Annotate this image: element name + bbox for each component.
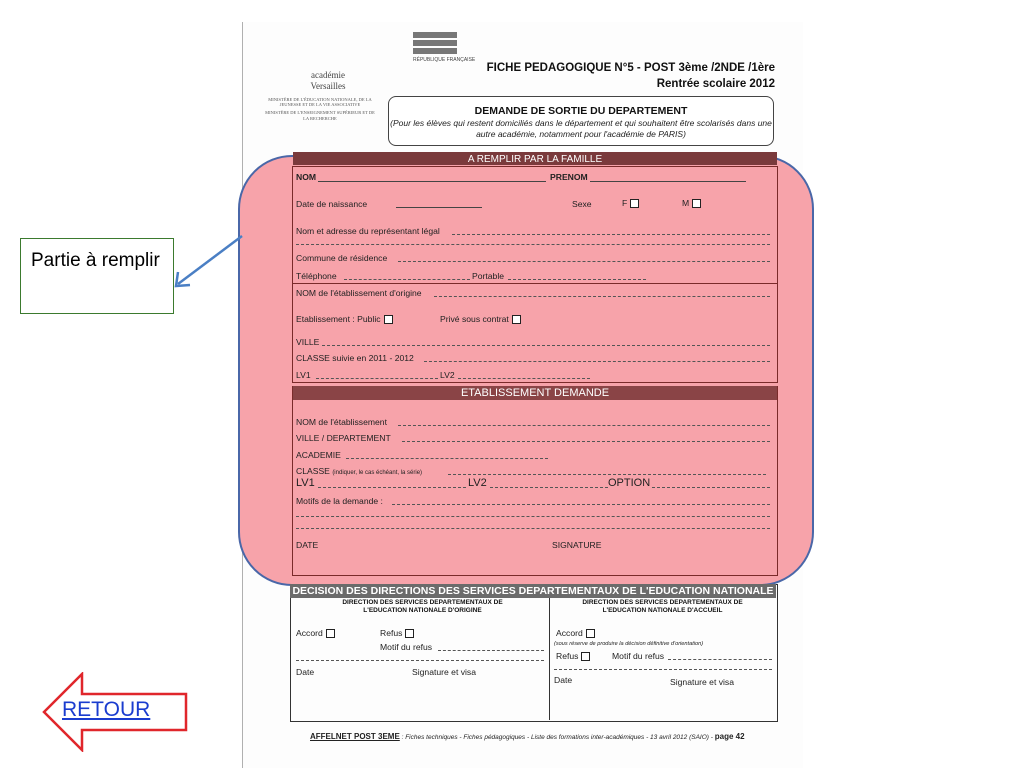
marianne-logo (413, 32, 457, 58)
motif-refus-accueil-label: Motif du refus (612, 651, 665, 661)
etab-public-option[interactable]: Etablissement : Public (296, 314, 393, 324)
date-naissance-label: Date de naissance (296, 199, 368, 209)
accord-accueil[interactable]: Accord (556, 628, 595, 638)
checkbox-icon (405, 629, 414, 638)
lv2-label: LV2 (440, 370, 455, 380)
refus-accueil[interactable]: Refus (556, 651, 590, 661)
callout-box (20, 238, 174, 314)
ministere-labels: MINISTÈRE DE L'ÉDUCATION NATIONALE, DE LA JEUNESSE ET DE LA VIE ASSOCIATIVE MINISTÈRE DE L'ENSEIGNEMENT SUPÉRIEUR ET DE LA RECHERCHE (265, 97, 375, 121)
academie-label: ACADEMIE (296, 450, 341, 460)
famille-separator (292, 283, 778, 284)
etab-origine-label: NOM de l'établissement d'origine (296, 288, 422, 298)
motifs-line-3[interactable] (296, 528, 770, 529)
demande-subtitle: (Pour les élèves qui restent domiciliés dans le département et qui souhaitent être scolarisés dans une autre académie, notamment pour l'académie de PARIS) (390, 118, 772, 139)
lv1-label: LV1 (296, 370, 311, 380)
motif-refus-origine-line[interactable] (438, 650, 544, 651)
classe-suivie-line[interactable] (424, 361, 770, 362)
etab-lv2-line[interactable] (490, 487, 608, 488)
date-origine-label: Date (296, 667, 315, 677)
ville-line[interactable] (322, 345, 770, 346)
sexe-m-option[interactable]: M (682, 198, 701, 208)
etab-prive-option[interactable]: Privé sous contrat (440, 314, 521, 324)
option-label: OPTION (608, 477, 651, 489)
rentree-label: Rentrée scolaire 2012 (656, 78, 775, 90)
nom-label: NOM (296, 172, 317, 182)
checkbox-icon (384, 315, 393, 324)
decision-right-title: DIRECTION DES SERVICES DEPARTEMENTAUX DE L'EDUCATION NATIONALE D'ACCUEIL (582, 599, 743, 614)
origine-separator (296, 660, 544, 661)
famille-heading: A REMPLIR PAR LA FAMILLE (293, 152, 777, 165)
signature-origine-label: Signature et visa (412, 667, 477, 677)
commune-label: Commune de résidence (296, 253, 388, 263)
representant-line[interactable] (452, 234, 770, 235)
etab-nom-line[interactable] (398, 425, 770, 426)
reserve-note: (sous réserve de produire la décision définitive d'orientation) (554, 641, 704, 647)
motifs-label: Motifs de la demande : (296, 496, 383, 506)
telephone-label: Téléphone (296, 271, 337, 281)
academie-line[interactable] (346, 458, 548, 459)
motifs-line-2[interactable] (296, 516, 770, 517)
republique-label: RÉPUBLIQUE FRANÇAISE (413, 57, 476, 63)
lv2-line[interactable] (458, 378, 590, 379)
classe-line[interactable] (448, 474, 766, 475)
date-accueil-label: Date (554, 675, 573, 685)
portable-line[interactable] (508, 279, 646, 280)
date-label: DATE (296, 540, 319, 550)
commune-line[interactable] (398, 261, 770, 262)
signature-label: SIGNATURE (552, 540, 602, 550)
decision-left-title: DIRECTION DES SERVICES DEPARTEMENTAUX DE L'EDUCATION NATIONALE D'ORIGINE (342, 599, 503, 614)
etab-lv1-label: LV1 (296, 477, 315, 489)
nom-line[interactable] (318, 181, 546, 182)
ville-dept-line[interactable] (402, 441, 770, 442)
etab-lv1-line[interactable] (318, 487, 466, 488)
decision-heading: DECISION DES DIRECTIONS DES SERVICES DEPARTEMENTAUX DE L'EDUCATION NATIONALE (290, 584, 776, 598)
demande-title: DEMANDE DE SORTIE DU DEPARTEMENT (474, 105, 688, 117)
checkbox-icon (581, 652, 590, 661)
classe-suivie-label: CLASSE suivie en 2011 - 2012 (296, 353, 414, 363)
refus-origine[interactable]: Refus (380, 628, 414, 638)
representant-line-2[interactable] (296, 244, 770, 245)
representant-label: Nom et adresse du représentant légal (296, 226, 440, 236)
motif-refus-accueil-line[interactable] (668, 659, 772, 660)
retour-link[interactable]: RETOUR (62, 698, 151, 721)
option-line[interactable] (652, 487, 770, 488)
sexe-label: Sexe (572, 199, 592, 209)
ville-dept-label: VILLE / DEPARTEMENT (296, 433, 391, 443)
checkbox-icon (630, 199, 639, 208)
academie-logo-text: académie Versailles (310, 70, 346, 91)
fiche-title: FICHE PEDAGOGIQUE N°5 - POST 3ème /2NDE /1ère (486, 62, 775, 74)
etab-origine-line[interactable] (434, 296, 770, 297)
telephone-line[interactable] (344, 279, 470, 280)
callout-text: Partie à remplir (31, 250, 160, 271)
etab-lv2-label: LV2 (468, 477, 487, 489)
checkbox-icon (512, 315, 521, 324)
date-naissance-line[interactable] (396, 207, 482, 208)
accueil-separator (554, 669, 772, 670)
etab-nom-label: NOM de l'établissement (296, 417, 387, 427)
ville-label: VILLE (296, 337, 320, 347)
sexe-f-option[interactable]: F (622, 198, 639, 208)
prenom-label: PRENOM (550, 172, 588, 182)
motif-refus-origine-label: Motif du refus (380, 642, 433, 652)
decision-divider (549, 598, 550, 720)
prenom-line[interactable] (590, 181, 746, 182)
demande-title-box (388, 96, 774, 146)
signature-accueil-label: Signature et visa (670, 677, 735, 687)
accord-origine[interactable]: Accord (296, 628, 335, 638)
etablissement-section (292, 386, 778, 576)
callout-arrow-icon (170, 232, 246, 290)
checkbox-icon (326, 629, 335, 638)
lv1-line[interactable] (316, 378, 438, 379)
classe-label: CLASSE (indiquer, le cas échéant, la série) (296, 466, 423, 476)
motifs-line[interactable] (392, 504, 770, 505)
checkbox-icon (586, 629, 595, 638)
portable-label: Portable (472, 271, 505, 281)
etablissement-heading: ETABLISSEMENT DEMANDE (293, 386, 777, 400)
page-footer: AFFELNET POST 3EME : Fiches techniques - Fiches pédagogiques - Liste des formations inter-académiques - 13 avril 2012 (SAIO) - page 42 (310, 732, 745, 741)
checkbox-icon (692, 199, 701, 208)
